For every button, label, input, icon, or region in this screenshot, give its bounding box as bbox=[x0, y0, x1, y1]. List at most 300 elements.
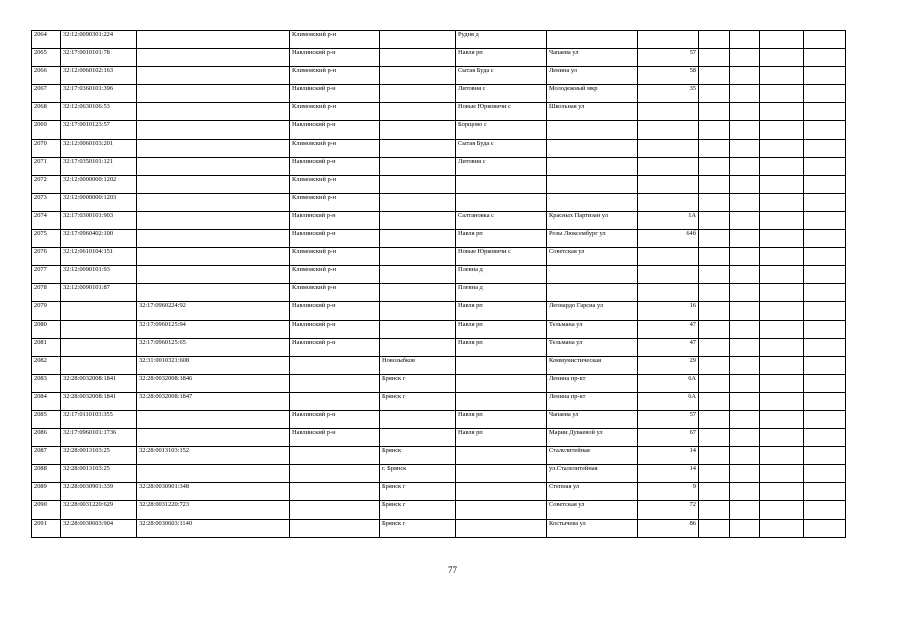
empty-cell bbox=[730, 356, 760, 374]
parent-cadastral-number-cell bbox=[137, 429, 290, 447]
table-row bbox=[32, 302, 846, 320]
extra-cell bbox=[699, 230, 730, 248]
empty-cell bbox=[760, 175, 804, 193]
city-cell bbox=[380, 31, 456, 49]
cadastral-number-cell: 32:28:0031220:629 bbox=[61, 501, 137, 519]
street-cell: Молодежный мкр bbox=[547, 85, 638, 103]
extra-cell bbox=[699, 302, 730, 320]
street-cell: Тельмана ул bbox=[547, 338, 638, 356]
empty-cell bbox=[804, 501, 846, 519]
district-cell: Климовский р-н bbox=[290, 266, 380, 284]
house-number-cell: 16 bbox=[638, 302, 699, 320]
settlement-cell: Новые Юрковичи с bbox=[456, 248, 547, 266]
street-cell: Степная ул bbox=[547, 483, 638, 501]
street-cell bbox=[547, 284, 638, 302]
house-number-cell: 14 bbox=[638, 447, 699, 465]
parent-cadastral-number-cell bbox=[137, 121, 290, 139]
house-number-cell: 57 bbox=[638, 410, 699, 428]
empty-cell bbox=[760, 356, 804, 374]
house-number-cell: 64б bbox=[638, 230, 699, 248]
parent-cadastral-number-cell: 32:17:0960125:65 bbox=[137, 338, 290, 356]
empty-cell bbox=[730, 501, 760, 519]
parent-cadastral-number-cell: 32:28:0013103:152 bbox=[137, 447, 290, 465]
empty-cell bbox=[730, 139, 760, 157]
extra-cell bbox=[699, 139, 730, 157]
house-number-cell: 14 bbox=[638, 465, 699, 483]
table-row bbox=[32, 447, 846, 465]
extra-cell bbox=[699, 211, 730, 229]
empty-cell bbox=[804, 175, 846, 193]
table-row bbox=[32, 501, 846, 519]
cadastral-number-cell: 32:17:0110103:355 bbox=[61, 410, 137, 428]
city-cell: Брянск г bbox=[380, 392, 456, 410]
empty-cell bbox=[730, 483, 760, 501]
register-table bbox=[31, 30, 846, 538]
city-cell bbox=[380, 49, 456, 67]
district-cell bbox=[290, 374, 380, 392]
cadastral-number-cell: 32:12:0000000:1202 bbox=[61, 175, 137, 193]
table-row bbox=[32, 85, 846, 103]
settlement-cell: Борщово с bbox=[456, 121, 547, 139]
parent-cadastral-number-cell: 32:31:0010321:608 bbox=[137, 356, 290, 374]
parent-cadastral-number-cell: 32:28:0030603:1140 bbox=[137, 519, 290, 537]
empty-cell bbox=[730, 266, 760, 284]
settlement-cell: Литовня с bbox=[456, 157, 547, 175]
settlement-cell: Рудня д bbox=[456, 31, 547, 49]
empty-cell bbox=[760, 211, 804, 229]
cadastral-number-cell bbox=[61, 320, 137, 338]
table-row bbox=[32, 175, 846, 193]
house-number-cell bbox=[638, 193, 699, 211]
table-row bbox=[32, 193, 846, 211]
cadastral-number-cell: 32:17:0350101:121 bbox=[61, 157, 137, 175]
settlement-cell: Новые Юрковичи с bbox=[456, 103, 547, 121]
settlement-cell bbox=[456, 501, 547, 519]
empty-cell bbox=[760, 103, 804, 121]
empty-cell bbox=[804, 193, 846, 211]
row-number-cell: 2082 bbox=[32, 356, 61, 374]
empty-cell bbox=[760, 85, 804, 103]
parent-cadastral-number-cell bbox=[137, 193, 290, 211]
extra-cell bbox=[699, 465, 730, 483]
settlement-cell: Сытая Буда с bbox=[456, 139, 547, 157]
street-cell: Советская ул bbox=[547, 248, 638, 266]
city-cell: Брянск г bbox=[380, 501, 456, 519]
empty-cell bbox=[730, 103, 760, 121]
parent-cadastral-number-cell bbox=[137, 266, 290, 284]
cadastral-number-cell: 32:28:0013103:25 bbox=[61, 465, 137, 483]
street-cell: Сталелитейная bbox=[547, 447, 638, 465]
street-cell bbox=[547, 31, 638, 49]
empty-cell bbox=[760, 447, 804, 465]
extra-cell bbox=[699, 67, 730, 85]
street-cell: Чапаева ул bbox=[547, 410, 638, 428]
empty-cell bbox=[804, 31, 846, 49]
district-cell: Навлинский р-н bbox=[290, 302, 380, 320]
empty-cell bbox=[760, 483, 804, 501]
row-number-cell: 2084 bbox=[32, 392, 61, 410]
district-cell: Климовский р-н bbox=[290, 284, 380, 302]
settlement-cell bbox=[456, 483, 547, 501]
table-row bbox=[32, 284, 846, 302]
city-cell bbox=[380, 121, 456, 139]
house-number-cell bbox=[638, 248, 699, 266]
city-cell bbox=[380, 302, 456, 320]
district-cell: Навлинский р-н bbox=[290, 211, 380, 229]
house-number-cell bbox=[638, 31, 699, 49]
extra-cell bbox=[699, 483, 730, 501]
district-cell bbox=[290, 392, 380, 410]
empty-cell bbox=[760, 320, 804, 338]
table-row bbox=[32, 230, 846, 248]
extra-cell bbox=[699, 447, 730, 465]
table-row bbox=[32, 248, 846, 266]
settlement-cell bbox=[456, 465, 547, 483]
empty-cell bbox=[730, 465, 760, 483]
table-row bbox=[32, 320, 846, 338]
empty-cell bbox=[730, 67, 760, 85]
empty-cell bbox=[804, 49, 846, 67]
extra-cell bbox=[699, 121, 730, 139]
extra-cell bbox=[699, 248, 730, 266]
empty-cell bbox=[760, 230, 804, 248]
district-cell: Климовский р-н bbox=[290, 248, 380, 266]
settlement-cell bbox=[456, 356, 547, 374]
empty-cell bbox=[760, 121, 804, 139]
house-number-cell: 67 bbox=[638, 429, 699, 447]
parent-cadastral-number-cell: 32:28:0031220:723 bbox=[137, 501, 290, 519]
extra-cell bbox=[699, 175, 730, 193]
cadastral-number-cell: 32:28:0032008:1841 bbox=[61, 374, 137, 392]
settlement-cell: Навля рп bbox=[456, 320, 547, 338]
empty-cell bbox=[730, 230, 760, 248]
district-cell: Климовский р-н bbox=[290, 193, 380, 211]
street-cell: Леонардо Гарсиа ул bbox=[547, 302, 638, 320]
table-row bbox=[32, 157, 846, 175]
cadastral-number-cell: 32:28:0030901:339 bbox=[61, 483, 137, 501]
table-row bbox=[32, 465, 846, 483]
empty-cell bbox=[730, 410, 760, 428]
cadastral-number-cell: 32:28:0030603:904 bbox=[61, 519, 137, 537]
empty-cell bbox=[804, 519, 846, 537]
row-number-cell: 2078 bbox=[32, 284, 61, 302]
cadastral-number-cell bbox=[61, 356, 137, 374]
parent-cadastral-number-cell bbox=[137, 284, 290, 302]
empty-cell bbox=[730, 447, 760, 465]
extra-cell bbox=[699, 193, 730, 211]
table-row bbox=[32, 338, 846, 356]
parent-cadastral-number-cell bbox=[137, 410, 290, 428]
street-cell: Ленина пр-кт bbox=[547, 392, 638, 410]
table-row bbox=[32, 356, 846, 374]
table-row bbox=[32, 266, 846, 284]
city-cell: Новозыбков bbox=[380, 356, 456, 374]
extra-cell bbox=[699, 429, 730, 447]
empty-cell bbox=[730, 302, 760, 320]
row-number-cell: 2081 bbox=[32, 338, 61, 356]
house-number-cell: 6А bbox=[638, 392, 699, 410]
empty-cell bbox=[804, 465, 846, 483]
city-cell: Брянск г bbox=[380, 483, 456, 501]
row-number-cell: 2066 bbox=[32, 67, 61, 85]
row-number-cell: 2080 bbox=[32, 320, 61, 338]
table-row bbox=[32, 121, 846, 139]
row-number-cell: 2086 bbox=[32, 429, 61, 447]
empty-cell bbox=[804, 121, 846, 139]
empty-cell bbox=[804, 139, 846, 157]
parent-cadastral-number-cell: 32:28:0032008:1846 bbox=[137, 374, 290, 392]
empty-cell bbox=[760, 31, 804, 49]
extra-cell bbox=[699, 320, 730, 338]
extra-cell bbox=[699, 266, 730, 284]
empty-cell bbox=[804, 211, 846, 229]
cadastral-number-cell: 32:17:0960101:1736 bbox=[61, 429, 137, 447]
extra-cell bbox=[699, 356, 730, 374]
empty-cell bbox=[730, 320, 760, 338]
house-number-cell bbox=[638, 284, 699, 302]
row-number-cell: 2064 bbox=[32, 31, 61, 49]
district-cell bbox=[290, 501, 380, 519]
empty-cell bbox=[804, 447, 846, 465]
cadastral-number-cell: 32:12:0630106:53 bbox=[61, 103, 137, 121]
city-cell bbox=[380, 157, 456, 175]
empty-cell bbox=[804, 157, 846, 175]
parent-cadastral-number-cell: 32:28:0030901:348 bbox=[137, 483, 290, 501]
district-cell bbox=[290, 447, 380, 465]
empty-cell bbox=[730, 31, 760, 49]
empty-cell bbox=[730, 374, 760, 392]
extra-cell bbox=[699, 49, 730, 67]
district-cell: Навлинский р-н bbox=[290, 230, 380, 248]
settlement-cell: Навля рп bbox=[456, 410, 547, 428]
row-number-cell: 2067 bbox=[32, 85, 61, 103]
row-number-cell: 2091 bbox=[32, 519, 61, 537]
cadastral-number-cell: 32:17:0300101:903 bbox=[61, 211, 137, 229]
extra-cell bbox=[699, 103, 730, 121]
row-number-cell: 2068 bbox=[32, 103, 61, 121]
empty-cell bbox=[730, 157, 760, 175]
street-cell bbox=[547, 193, 638, 211]
street-cell: Советская ул bbox=[547, 501, 638, 519]
city-cell bbox=[380, 410, 456, 428]
city-cell bbox=[380, 85, 456, 103]
table-row bbox=[32, 31, 846, 49]
house-number-cell bbox=[638, 103, 699, 121]
cadastral-number-cell: 32:17:0960402:100 bbox=[61, 230, 137, 248]
street-cell: Чапаева ул bbox=[547, 49, 638, 67]
cadastral-number-cell: 32:12:0610104:151 bbox=[61, 248, 137, 266]
settlement-cell bbox=[456, 447, 547, 465]
empty-cell bbox=[760, 284, 804, 302]
empty-cell bbox=[804, 429, 846, 447]
table-row bbox=[32, 49, 846, 67]
table-row bbox=[32, 519, 846, 537]
street-cell: ул.Сталелитейная bbox=[547, 465, 638, 483]
street-cell bbox=[547, 175, 638, 193]
district-cell: Климовский р-н bbox=[290, 139, 380, 157]
district-cell: Климовский р-н bbox=[290, 67, 380, 85]
extra-cell bbox=[699, 157, 730, 175]
empty-cell bbox=[760, 193, 804, 211]
settlement-cell bbox=[456, 392, 547, 410]
house-number-cell bbox=[638, 139, 699, 157]
settlement-cell: Навля рп bbox=[456, 230, 547, 248]
city-cell bbox=[380, 429, 456, 447]
empty-cell bbox=[804, 302, 846, 320]
empty-cell bbox=[804, 356, 846, 374]
settlement-cell bbox=[456, 193, 547, 211]
house-number-cell: 29 bbox=[638, 356, 699, 374]
page-number: 77 bbox=[448, 565, 457, 575]
row-number-cell: 2079 bbox=[32, 302, 61, 320]
cadastral-number-cell: 32:12:0060102:163 bbox=[61, 67, 137, 85]
extra-cell bbox=[699, 519, 730, 537]
extra-cell bbox=[699, 31, 730, 49]
empty-cell bbox=[730, 85, 760, 103]
row-number-cell: 2077 bbox=[32, 266, 61, 284]
parent-cadastral-number-cell bbox=[137, 248, 290, 266]
empty-cell bbox=[804, 410, 846, 428]
empty-cell bbox=[804, 374, 846, 392]
empty-cell bbox=[804, 85, 846, 103]
street-cell: Тельмана ул bbox=[547, 320, 638, 338]
extra-cell bbox=[699, 501, 730, 519]
city-cell bbox=[380, 284, 456, 302]
table-row bbox=[32, 139, 846, 157]
street-cell: Школьная ул bbox=[547, 103, 638, 121]
empty-cell bbox=[804, 103, 846, 121]
district-cell: Навлинский р-н bbox=[290, 320, 380, 338]
settlement-cell bbox=[456, 175, 547, 193]
empty-cell bbox=[760, 302, 804, 320]
parent-cadastral-number-cell bbox=[137, 230, 290, 248]
extra-cell bbox=[699, 338, 730, 356]
empty-cell bbox=[730, 49, 760, 67]
empty-cell bbox=[730, 248, 760, 266]
empty-cell bbox=[730, 338, 760, 356]
district-cell: Климовский р-н bbox=[290, 31, 380, 49]
house-number-cell: 47 bbox=[638, 320, 699, 338]
row-number-cell: 2090 bbox=[32, 501, 61, 519]
settlement-cell bbox=[456, 374, 547, 392]
cadastral-number-cell: 32:12:0060103:201 bbox=[61, 139, 137, 157]
house-number-cell: 58 bbox=[638, 67, 699, 85]
cadastral-number-cell bbox=[61, 338, 137, 356]
row-number-cell: 2073 bbox=[32, 193, 61, 211]
street-cell bbox=[547, 266, 638, 284]
empty-cell bbox=[804, 483, 846, 501]
empty-cell bbox=[760, 338, 804, 356]
cadastral-number-cell: 32:17:0010123:57 bbox=[61, 121, 137, 139]
settlement-cell: Литовня с bbox=[456, 85, 547, 103]
cadastral-number-cell: 32:12:0000000:1203 bbox=[61, 193, 137, 211]
street-cell: Марии Дуваевой ул bbox=[547, 429, 638, 447]
street-cell: Розы Люксембург ул bbox=[547, 230, 638, 248]
row-number-cell: 2071 bbox=[32, 157, 61, 175]
empty-cell bbox=[730, 211, 760, 229]
street-cell bbox=[547, 157, 638, 175]
city-cell: Брянск г bbox=[380, 374, 456, 392]
district-cell: Климовский р-н bbox=[290, 103, 380, 121]
parent-cadastral-number-cell bbox=[137, 67, 290, 85]
parent-cadastral-number-cell: 32:17:0960224:92 bbox=[137, 302, 290, 320]
row-number-cell: 2070 bbox=[32, 139, 61, 157]
settlement-cell: Салтановка с bbox=[456, 211, 547, 229]
table-row bbox=[32, 483, 846, 501]
empty-cell bbox=[804, 392, 846, 410]
settlement-cell: Навля рп bbox=[456, 338, 547, 356]
extra-cell bbox=[699, 410, 730, 428]
house-number-cell bbox=[638, 175, 699, 193]
empty-cell bbox=[730, 519, 760, 537]
row-number-cell: 2088 bbox=[32, 465, 61, 483]
house-number-cell: 47 bbox=[638, 338, 699, 356]
settlement-cell: Навля рп bbox=[456, 429, 547, 447]
city-cell bbox=[380, 266, 456, 284]
empty-cell bbox=[760, 429, 804, 447]
row-number-cell: 2083 bbox=[32, 374, 61, 392]
cadastral-number-cell: 32:28:0032008:1841 bbox=[61, 392, 137, 410]
empty-cell bbox=[730, 284, 760, 302]
empty-cell bbox=[804, 67, 846, 85]
cadastral-number-cell: 32:28:0013103:25 bbox=[61, 447, 137, 465]
table-row bbox=[32, 67, 846, 85]
table-row bbox=[32, 392, 846, 410]
empty-cell bbox=[760, 392, 804, 410]
city-cell bbox=[380, 248, 456, 266]
district-cell: Навлинский р-н bbox=[290, 429, 380, 447]
register-table-body bbox=[32, 31, 846, 538]
city-cell bbox=[380, 139, 456, 157]
settlement-cell: Навля рп bbox=[456, 49, 547, 67]
empty-cell bbox=[730, 392, 760, 410]
empty-cell bbox=[804, 338, 846, 356]
table-row bbox=[32, 211, 846, 229]
district-cell bbox=[290, 465, 380, 483]
parent-cadastral-number-cell bbox=[137, 103, 290, 121]
row-number-cell: 2072 bbox=[32, 175, 61, 193]
parent-cadastral-number-cell bbox=[137, 211, 290, 229]
settlement-cell: Плевна д bbox=[456, 284, 547, 302]
parent-cadastral-number-cell bbox=[137, 175, 290, 193]
settlement-cell bbox=[456, 519, 547, 537]
empty-cell bbox=[730, 193, 760, 211]
city-cell bbox=[380, 338, 456, 356]
row-number-cell: 2076 bbox=[32, 248, 61, 266]
house-number-cell: 72 bbox=[638, 501, 699, 519]
parent-cadastral-number-cell bbox=[137, 139, 290, 157]
cadastral-number-cell: 32:12:0090101:87 bbox=[61, 284, 137, 302]
district-cell: Навлинский р-н bbox=[290, 338, 380, 356]
table-row bbox=[32, 103, 846, 121]
settlement-cell: Навля рп bbox=[456, 302, 547, 320]
empty-cell bbox=[760, 501, 804, 519]
city-cell bbox=[380, 230, 456, 248]
district-cell bbox=[290, 519, 380, 537]
empty-cell bbox=[804, 284, 846, 302]
city-cell bbox=[380, 67, 456, 85]
empty-cell bbox=[730, 175, 760, 193]
empty-cell bbox=[804, 320, 846, 338]
house-number-cell bbox=[638, 157, 699, 175]
parent-cadastral-number-cell: 32:28:0032008:1847 bbox=[137, 392, 290, 410]
parent-cadastral-number-cell bbox=[137, 157, 290, 175]
extra-cell bbox=[699, 284, 730, 302]
district-cell: Навлинский р-н bbox=[290, 85, 380, 103]
empty-cell bbox=[760, 410, 804, 428]
empty-cell bbox=[730, 429, 760, 447]
street-cell: Ленина пр-кт bbox=[547, 374, 638, 392]
